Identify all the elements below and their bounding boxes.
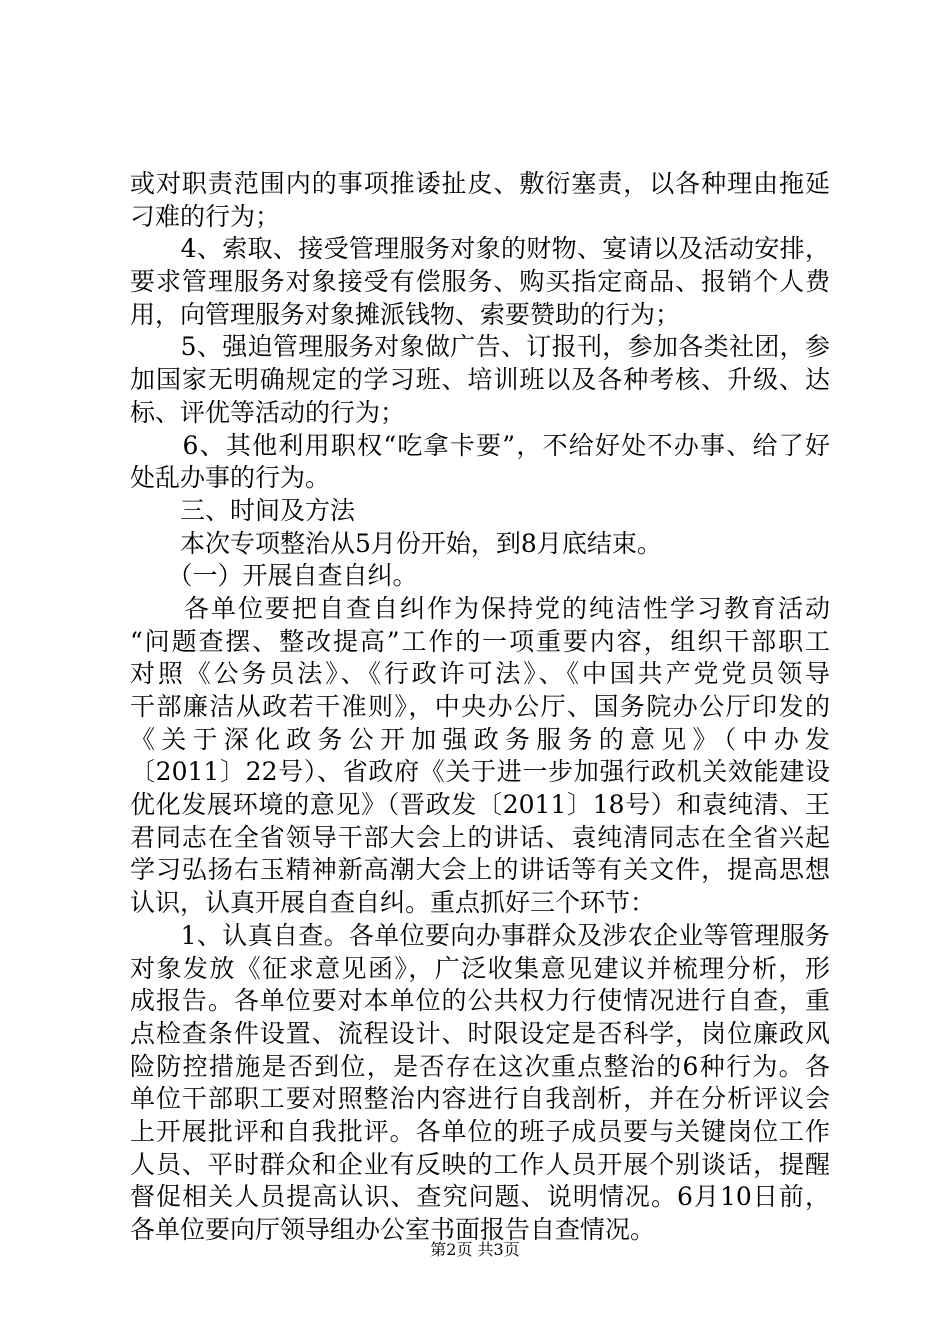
text-line: 处乱办事的行为。 [130,463,331,493]
text-line: “问题查摆、整改提高”工作的一项重要内容，组织干部职工 [130,626,830,656]
text-line: 成报告。各单位要对本单位的公共权力行使情况进行自查，重 [130,986,830,1016]
text-line: 学习弘扬右玉精神新高潮大会上的讲话等有关文件，提高思想 [130,855,830,885]
text-line: 5、强迫管理服务对象做广告、订报刊，参加各类社团，参 [130,332,830,362]
text-line: 督促相关人员提高认识、查究问题、说明情况。6月10日前， [130,1182,830,1212]
text-line: 各单位要向厅领导组办公室书面报告自查情况。 [130,1215,656,1244]
text-line: 优化发展环境的意见》（晋政发〔2011〕18号）和袁纯清、王 [130,790,830,820]
text-line: 君同志在全省领导干部大会上的讲话、袁纯清同志在全省兴起 [130,822,830,852]
text-line: 对象发放《征求意见函》，广泛收集意见建议并梳理分析，形 [130,953,830,983]
text-line: 刁难的行为； [130,201,281,231]
document-body [130,168,830,1247]
text-line: 标、评优等活动的行为； [130,397,406,427]
text-line: 或对职责范围内的事项推诿扯皮、敷衍塞责，以各种理由拖延 [130,169,830,198]
text-line: 各单位要把自查自纠作为保持党的纯洁性学习教育活动 [130,593,830,623]
text-line: 4、索取、接受管理服务对象的财物、宴请以及活动安排， [130,234,830,264]
text-line: 用，向管理服务对象摊派钱物、索要赞助的行为； [130,299,681,329]
text-line: 干部廉洁从政若干准则》，中央办公厅、国务院办公厅印发的 [130,692,830,721]
text-line: 《关于深化政务公开加强政务服务的意见》（中办发 [130,724,830,754]
page-footer: 第2页 共3页 [430,1240,520,1259]
text-line: 〔2011〕22号）、省政府《关于进一步加强行政机关效能建设 [130,757,830,787]
text-line: 认识，认真开展自查自纠。重点抓好三个环节： [130,888,656,918]
text-line: 要求管理服务对象接受有偿服务、购买指定商品、报销个人费 [130,267,830,297]
text-line: 人员、平时群众和企业有反映的工作人员开展个别谈话，提醒 [130,1149,830,1179]
text-line: 三、时间及方法 [130,495,356,525]
text-line: 加国家无明确规定的学习班、培训班以及各种考核、升级、达 [130,365,830,395]
text-line: 险防控措施是否到位，是否存在这次重点整治的6种行为。各 [130,1051,830,1081]
text-line: 上开展批评和自我批评。各单位的班子成员要与关键岗位工作 [130,1116,830,1146]
text-line: 单位干部职工要对照整治内容进行自我剖析，并在分析评议会 [130,1084,830,1114]
text-line: 本次专项整治从5月份开始，到8月底结束。 [130,528,662,558]
text-line: （一）开展自查自纠。 [130,561,418,591]
text-line: 1、认真自查。各单位要向办事群众及涉农企业等管理服务 [130,920,830,950]
text-line: 6、其他利用职权“吃拿卡要”，不给好处不办事、给了好 [130,430,830,460]
text-line: 点检查条件设置、流程设计、时限设定是否科学，岗位廉政风 [130,1018,830,1048]
text-line: 对照《公务员法》、《行政许可法》、《中国共产党党员领导 [130,659,830,689]
